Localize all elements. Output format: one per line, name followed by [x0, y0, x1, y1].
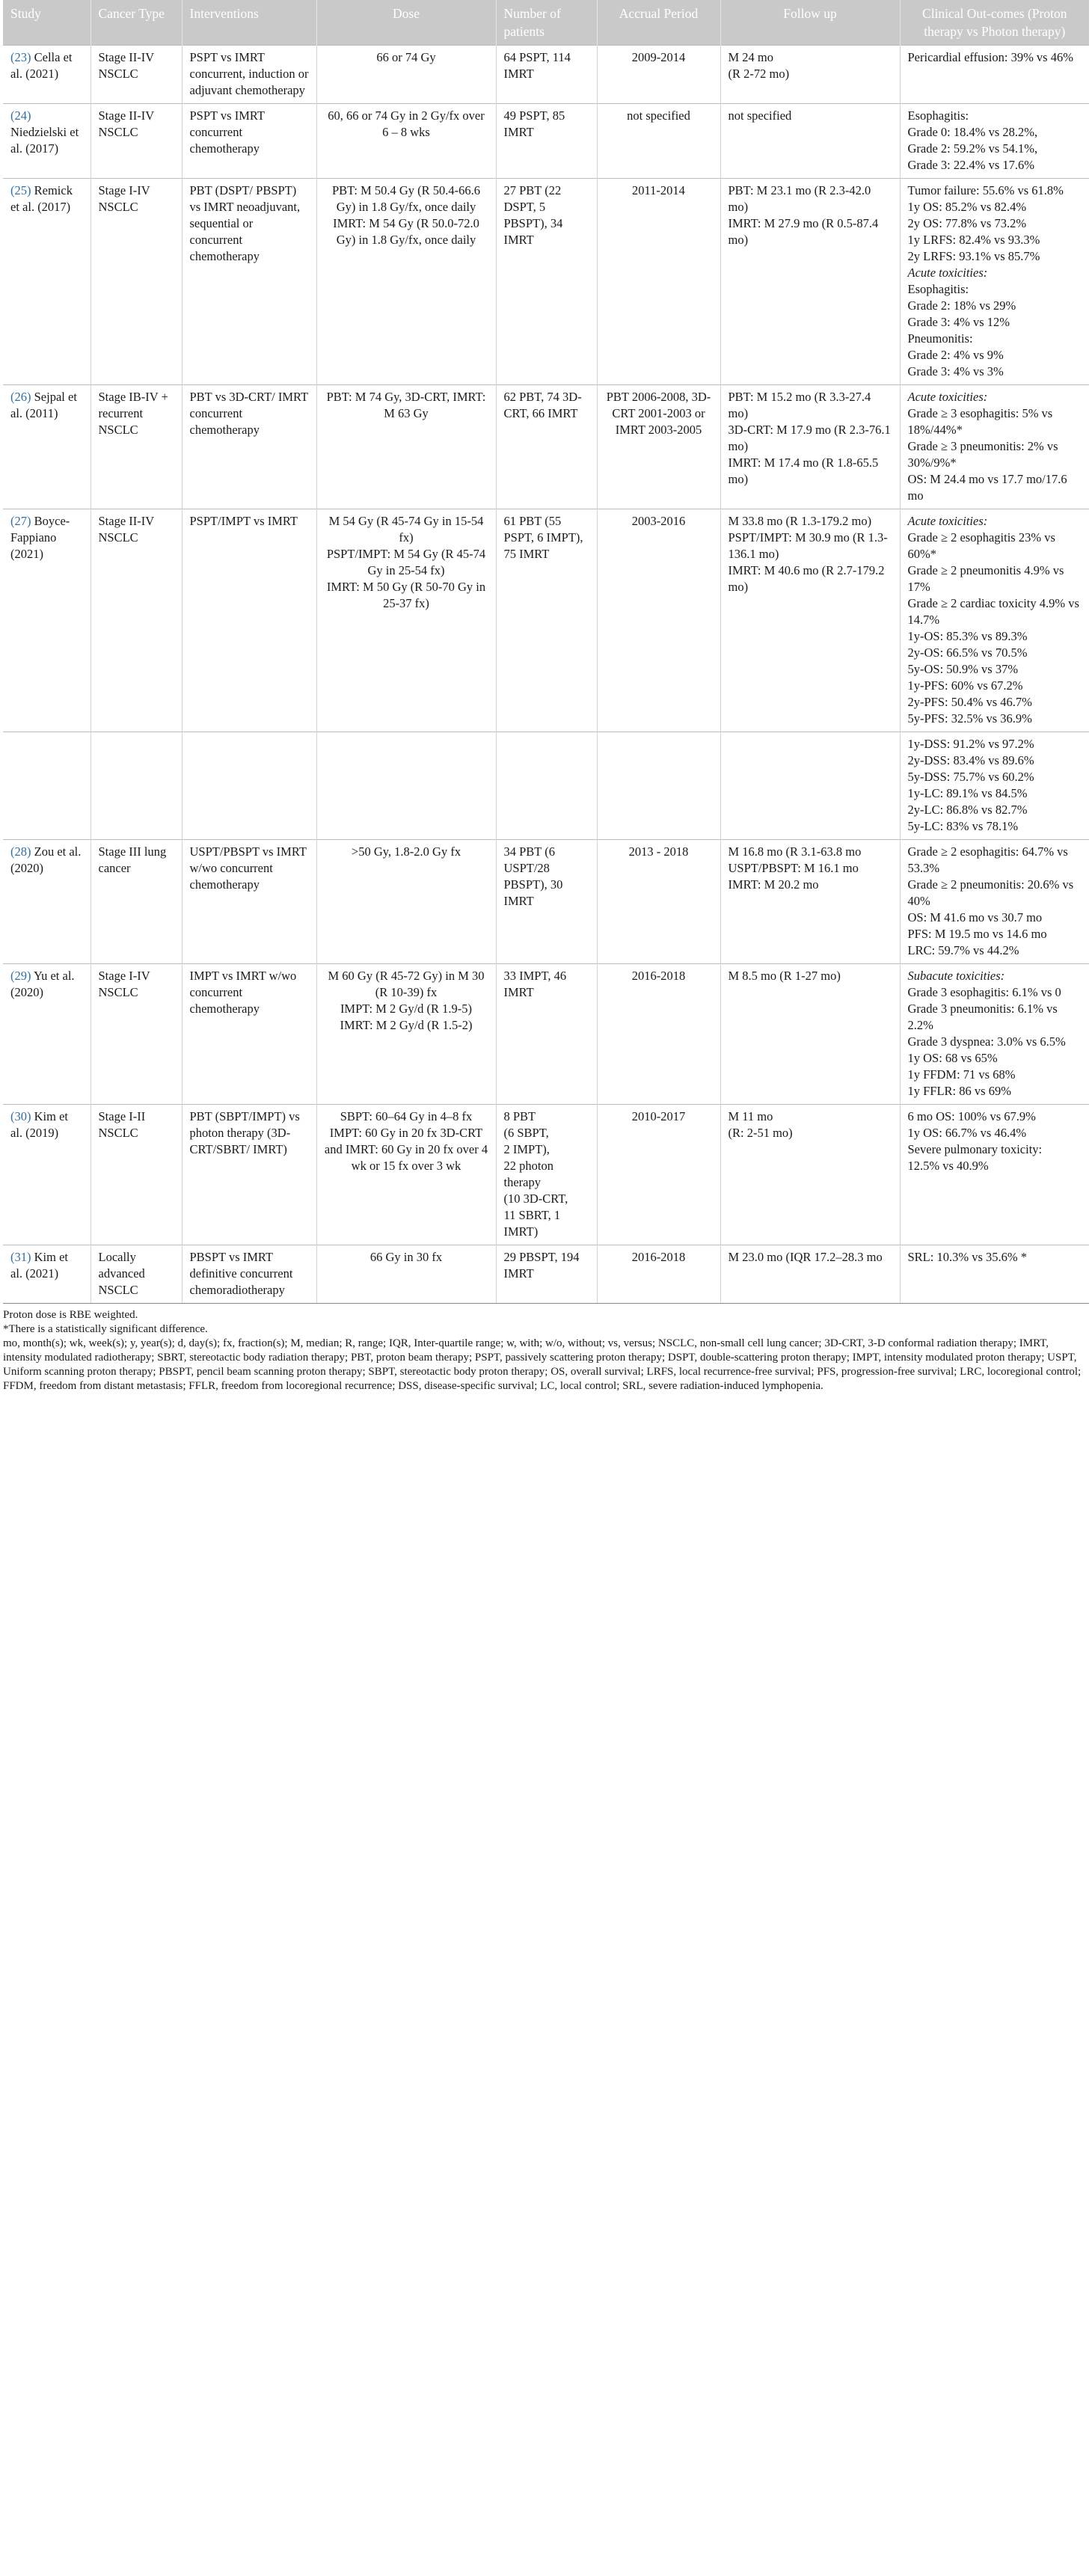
cancer-type-cell: Stage II-IV NSCLC [91, 509, 182, 732]
header-clinical-outcomes: Clinical Out-comes (Proton therapy vs Photon therapy) [900, 0, 1089, 46]
interventions-cell [182, 732, 316, 840]
cancer-type-cell: Stage I-II NSCLC [91, 1105, 182, 1245]
header-number-of-patients: Number of patients [496, 0, 597, 46]
cancer-type-cell: Stage II-IV NSCLC [91, 104, 182, 179]
outcomes-cell [900, 385, 1089, 509]
outcomes-cell: SRL: 10.3% vs 35.6% * [900, 1245, 1089, 1304]
study-author: Sejpal et al. (2011) [10, 390, 77, 420]
header-study: Study [3, 0, 91, 46]
outcomes-cell [900, 509, 1089, 732]
followup-cell: PBT: M 15.2 mo (R 3.3-27.4 mo) 3D-CRT: M 17.9 mo (R 2.3-76.1 mo) IMRT: M 17.4 mo (R 1.8-65.5 mo) [720, 385, 900, 509]
study-comparison-table [3, 0, 1089, 1304]
followup-cell: M 33.8 mo (R 1.3-179.2 mo) PSPT/IMPT: M 30.9 mo (R 1.3-136.1 mo) IMRT: M 40.6 mo (R 2.7-179.2 mo) [720, 509, 900, 732]
followup-cell: M 11 mo (R: 2-51 mo) [720, 1105, 900, 1245]
outcomes-cell: Grade ≥ 2 esophagitis: 64.7% vs 53.3% Grade ≥ 2 pneumonitis: 20.6% vs 40% OS: M 41.6 mo vs 30.7 mo PFS: M 19.5 mo vs 14.6 mo LRC: 59.7% vs 44.2% [900, 840, 1089, 964]
header-follow-up: Follow up [720, 0, 900, 46]
patients-cell: 33 IMPT, 46 IMRT [496, 964, 597, 1105]
reference-link[interactable]: (26) [10, 390, 31, 404]
cancer-type-cell: Stage II-IV NSCLC [91, 46, 182, 104]
outcomes-label: Acute toxicities: [907, 266, 988, 280]
study-author: Yu et al. (2020) [10, 969, 75, 999]
cancer-type-cell: Stage IB-IV + recurrent NSCLC [91, 385, 182, 509]
outcomes-label: Acute toxicities: [907, 390, 988, 404]
study-author: Kim et al. (2021) [10, 1250, 68, 1281]
dose-cell: 66 or 74 Gy [316, 46, 496, 104]
study-author: Boyce-Fappiano (2021) [10, 514, 70, 561]
cancer-type-cell: Locally advanced NSCLC [91, 1245, 182, 1304]
footnote-significance: *There is a statistically significant difference. [3, 1323, 208, 1335]
accrual-cell [597, 732, 720, 840]
study-cell [3, 104, 91, 179]
patients-cell [496, 732, 597, 840]
interventions-cell: PBT vs 3D-CRT/ IMRT concurrent chemotherapy [182, 385, 316, 509]
study-cell [3, 732, 91, 840]
dose-cell [316, 732, 496, 840]
study-cell [3, 509, 91, 732]
outcomes-text: Tumor failure: 55.6% vs 61.8% 1y OS: 85.2% vs 82.4% 2y OS: 77.8% vs 73.2% 1y LRFS: 82.4% vs 93.3% 2y LRFS: 93.1% vs 85.7% [907, 183, 1064, 263]
dose-cell: 66 Gy in 30 fx [316, 1245, 496, 1304]
interventions-cell: PSPT vs IMRT concurrent chemotherapy [182, 104, 316, 179]
reference-link[interactable]: (25) [10, 183, 31, 197]
study-cell [3, 1245, 91, 1304]
study-author: Zou et al. (2020) [10, 844, 82, 875]
dose-cell: M 60 Gy (R 45-72 Gy) in M 30 (R 10-39) fx IMPT: M 2 Gy/d (R 1.9-5) IMRT: M 2 Gy/d (R 1.5-2) [316, 964, 496, 1105]
followup-cell: not specified [720, 104, 900, 179]
patients-cell: 62 PBT, 74 3D-CRT, 66 IMRT [496, 385, 597, 509]
interventions-cell: PSPT/IMPT vs IMRT [182, 509, 316, 732]
outcomes-label: Subacute toxicities: [907, 969, 1005, 983]
outcomes-text: Grade 3 esophagitis: 6.1% vs 0 Grade 3 pneumonitis: 6.1% vs 2.2% Grade 3 dyspnea: 3.0% vs 6.5% 1y OS: 68 vs 65% 1y FFDM: 71 vs 68% 1y FFLR: 86 vs 69% [907, 985, 1066, 1098]
interventions-cell: PBT (SBPT/IMPT) vs photon therapy (3D-CRT/SBRT/ IMRT) [182, 1105, 316, 1245]
reference-link[interactable]: (30) [10, 1109, 31, 1123]
table-footnotes [3, 1308, 1089, 1393]
study-author: Kim et al. (2019) [10, 1109, 68, 1140]
followup-cell: M 23.0 mo (IQR 17.2–28.3 mo [720, 1245, 900, 1304]
followup-cell: PBT: M 23.1 mo (R 2.3-42.0 mo) IMRT: M 27.9 mo (R 0.5-87.4 mo) [720, 179, 900, 385]
accrual-cell: 2009-2014 [597, 46, 720, 104]
patients-cell: 34 PBT (6 USPT/28 PBSPT), 30 IMRT [496, 840, 597, 964]
table-row [3, 732, 1089, 840]
reference-link[interactable]: (29) [10, 969, 31, 983]
table-row [3, 104, 1089, 179]
dose-cell: PBT: M 74 Gy, 3D-CRT, IMRT: M 63 Gy [316, 385, 496, 509]
study-cell [3, 840, 91, 964]
header-dose: Dose [316, 0, 496, 46]
reference-link[interactable]: (28) [10, 844, 31, 859]
outcomes-cell [900, 179, 1089, 385]
table-row [3, 179, 1089, 385]
dose-cell: PBT: M 50.4 Gy (R 50.4-66.6 Gy) in 1.8 Gy/fx, once daily IMRT: M 54 Gy (R 50.0-72.0 Gy) in 1.8 Gy/fx, once daily [316, 179, 496, 385]
table-row [3, 1105, 1089, 1245]
table-row [3, 509, 1089, 732]
table-row [3, 1245, 1089, 1304]
accrual-cell: not specified [597, 104, 720, 179]
cancer-type-cell: Stage I-IV NSCLC [91, 179, 182, 385]
outcomes-text: Grade ≥ 2 esophagitis 23% vs 60%* Grade ≥ 2 pneumonitis 4.9% vs 17% Grade ≥ 2 cardiac toxicity 4.9% vs 14.7% 1y-OS: 85.3% vs 89.3% 2y-OS: 66.5% vs 70.5% 5y-OS: 50.9% vs 37% 1y-PFS: 60% vs 67.2% 2y-PFS: 50.4% vs 46.7% 5y-PFS: 32.5% vs 36.9% [907, 530, 1079, 726]
patients-cell: 27 PBT (22 DSPT, 5 PBSPT), 34 IMRT [496, 179, 597, 385]
patients-cell: 49 PSPT, 85 IMRT [496, 104, 597, 179]
cancer-type-cell [91, 732, 182, 840]
study-cell [3, 385, 91, 509]
reference-link[interactable]: (31) [10, 1250, 31, 1264]
study-author: Cella et al. (2021) [10, 50, 73, 81]
accrual-cell: 2010-2017 [597, 1105, 720, 1245]
header-row [3, 0, 1089, 46]
followup-cell: M 16.8 mo (R 3.1-63.8 mo USPT/PBSPT: M 16.1 mo IMRT: M 20.2 mo [720, 840, 900, 964]
interventions-cell: PBT (DSPT/ PBSPT) vs IMRT neoadjuvant, sequential or concurrent chemotherapy [182, 179, 316, 385]
table-row [3, 385, 1089, 509]
cancer-type-cell: Stage III lung cancer [91, 840, 182, 964]
interventions-cell: IMPT vs IMRT w/wo concurrent chemotherapy [182, 964, 316, 1105]
interventions-cell: USPT/PBSPT vs IMRT w/wo concurrent chemotherapy [182, 840, 316, 964]
study-author: Niedzielski et al. (2017) [10, 125, 79, 156]
study-cell [3, 179, 91, 385]
outcomes-cell: Esophagitis: Grade 0: 18.4% vs 28.2%, Grade 2: 59.2% vs 54.1%, Grade 3: 22.4% vs 17.6% [900, 104, 1089, 179]
outcomes-cell [900, 964, 1089, 1105]
patients-cell: 29 PBSPT, 194 IMRT [496, 1245, 597, 1304]
accrual-cell: 2011-2014 [597, 179, 720, 385]
outcomes-text: Esophagitis: Grade 2: 18% vs 29% Grade 3: 4% vs 12% Pneumonitis: Grade 2: 4% vs 9% Grade 3: 4% vs 3% [907, 282, 1016, 378]
table-row [3, 840, 1089, 964]
followup-cell: M 24 mo (R 2-72 mo) [720, 46, 900, 104]
outcomes-cell: Pericardial effusion: 39% vs 46% [900, 46, 1089, 104]
accrual-cell: 2016-2018 [597, 964, 720, 1105]
outcomes-cell: 1y-DSS: 91.2% vs 97.2% 2y-DSS: 83.4% vs 89.6% 5y-DSS: 75.7% vs 60.2% 1y-LC: 89.1% vs 84.5% 2y-LC: 86.8% vs 82.7% 5y-LC: 83% vs 78.1% [900, 732, 1089, 840]
header-accrual-period: Accrual Period [597, 0, 720, 46]
interventions-cell: PSPT vs IMRT concurrent, induction or adjuvant chemotherapy [182, 46, 316, 104]
dose-cell: M 54 Gy (R 45-74 Gy in 15-54 fx) PSPT/IMPT: M 54 Gy (R 45-74 Gy in 25-54 fx) IMRT: M 50 Gy (R 50-70 Gy in 25-37 fx) [316, 509, 496, 732]
reference-link[interactable]: (23) [10, 50, 31, 64]
patients-cell: 64 PSPT, 114 IMRT [496, 46, 597, 104]
table-row [3, 964, 1089, 1105]
dose-cell: >50 Gy, 1.8-2.0 Gy fx [316, 840, 496, 964]
reference-link[interactable]: (24) [10, 108, 31, 123]
study-cell [3, 1105, 91, 1245]
accrual-cell: 2013 - 2018 [597, 840, 720, 964]
accrual-cell: 2016-2018 [597, 1245, 720, 1304]
interventions-cell: PBSPT vs IMRT definitive concurrent chemoradiotherapy [182, 1245, 316, 1304]
patients-cell: 8 PBT (6 SBPT, 2 IMPT), 22 photon therapy (10 3D-CRT, 11 SBRT, 1 IMRT) [496, 1105, 597, 1245]
followup-cell [720, 732, 900, 840]
footnote-abbreviations: mo, month(s); wk, week(s); y, year(s); d, day(s); fx, fraction(s); M, median; R, range; IQR, Inter-quartile range; w, with; w/o, without; vs, versus; NSCLC, non-small cell lung cancer; 3D-CRT, 3-D conformal radiation therapy; IMRT, intensity modulated radiotherapy; SBRT, stereotactic body radiation therapy; PBT, proton beam therapy; PSPT, passively scattering proton therapy; DSPT, double-scattering proton therapy; IMPT, intensity modulated proton therapy; USPT, Uniform scanning proton therapy; PBSPT, pencil beam scanning proton therapy; SBPT, stereotactic body proton therapy; OS, overall survival; LRFS, local recurrence-free survival; PFS, progression-free survival; LRC, locoregional control; FFDM, freedom from distant metastasis; FFLR, freedom from locoregional recurrence; DSS, disease-specific survival; LC, local control; SRL, severe radiation-induced lymphopenia. [3, 1337, 1082, 1392]
reference-link[interactable]: (27) [10, 514, 31, 528]
cancer-type-cell: Stage I-IV NSCLC [91, 964, 182, 1105]
header-cancer-type: Cancer Type [91, 0, 182, 46]
table-row [3, 46, 1089, 104]
outcomes-cell: 6 mo OS: 100% vs 67.9% 1y OS: 66.7% vs 46.4% Severe pulmonary toxicity: 12.5% vs 40.9% [900, 1105, 1089, 1245]
footnote-rbe: Proton dose is RBE weighted. [3, 1309, 138, 1321]
accrual-cell: 2003-2016 [597, 509, 720, 732]
outcomes-text: Grade ≥ 3 esophagitis: 5% vs 18%/44%* Grade ≥ 3 pneumonitis: 2% vs 30%/9%* OS: M 24.4 mo vs 17.7 mo/17.6 mo [907, 406, 1067, 503]
followup-cell: M 8.5 mo (R 1-27 mo) [720, 964, 900, 1105]
study-author: Remick et al. (2017) [10, 183, 73, 214]
patients-cell: 61 PBT (55 PSPT, 6 IMPT), 75 IMRT [496, 509, 597, 732]
accrual-cell: PBT 2006-2008, 3D-CRT 2001-2003 or IMRT 2003-2005 [597, 385, 720, 509]
study-cell [3, 46, 91, 104]
dose-cell: 60, 66 or 74 Gy in 2 Gy/fx over 6 – 8 wks [316, 104, 496, 179]
dose-cell: SBPT: 60–64 Gy in 4–8 fx IMPT: 60 Gy in 20 fx 3D-CRT and IMRT: 60 Gy in 20 fx over 4 wk or 15 fx over 3 wk [316, 1105, 496, 1245]
outcomes-label: Acute toxicities: [907, 514, 988, 528]
header-interventions: Interventions [182, 0, 316, 46]
study-cell [3, 964, 91, 1105]
table-container [3, 0, 1089, 1393]
